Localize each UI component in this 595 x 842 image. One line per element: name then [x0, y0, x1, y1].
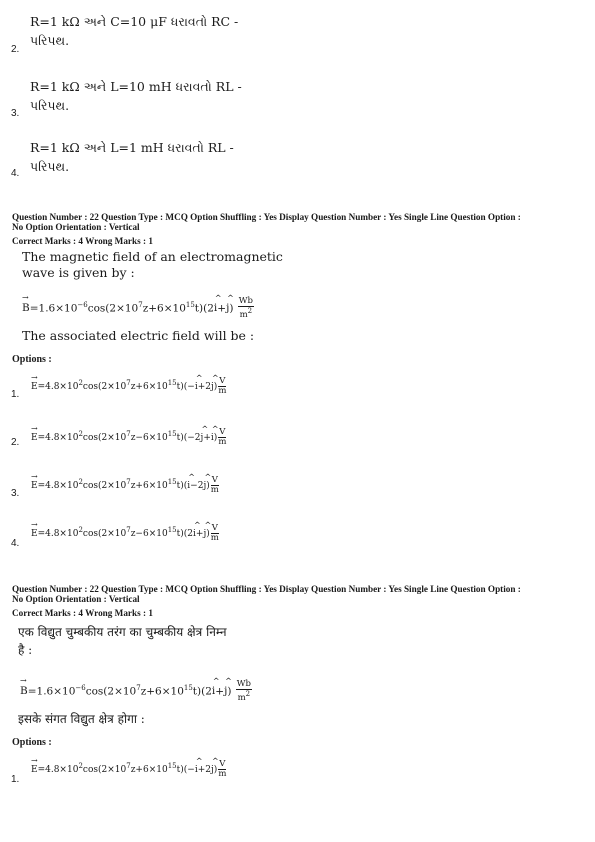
prev-option-3-line2: પરિપથ. [30, 98, 70, 113]
question-stem-line1: The magnetic field of an electromagnetic [22, 249, 283, 264]
unit-fraction: $\frac{Wb}{m^2}$ [238, 296, 253, 320]
question-header-cont: No Option Orientation : Vertical [12, 222, 140, 232]
question-stem-line2: है : [18, 643, 33, 657]
option-4-equation[interactable]: → $E=4.8\times 10^2\cos(2\times 10^7z-6\times 10^{15}t)(2\^{}$ i+^ j) $\frac{V}{m}$ [31, 524, 219, 543]
question-header: Question Number : 22 Question Type : MCQ Option Shuffling : Yes Display Question Number : Yes Single Line Question Option : [12, 212, 521, 222]
question-header: Question Number : 22 Question Type : MCQ Option Shuffling : Yes Display Question Number : Yes Single Line Question Option : [12, 584, 521, 594]
option-3-equation[interactable]: → $E=4.8\times 10^2\cos(2\times 10^7z+6\times 10^{15}t)(\^{}$ i−2^ j) $\frac{V}{m}$ [31, 476, 219, 495]
prev-option-4-number: 4. [11, 168, 20, 179]
option-2-number: 2. [11, 437, 20, 448]
prev-option-4-line2: પરિપથ. [30, 159, 70, 174]
option-4-number: 4. [11, 538, 20, 549]
question-stem-line2: wave is given by : [22, 265, 135, 280]
prev-option-3-number: 3. [11, 108, 20, 119]
magnetic-field-equation: → $B=1.6\times 10^{-6}\cos(2\times 10^7z+6\times 10^{15}t)(2\^{}$ i+^ j) $\frac{Wb}{m^2}$ [20, 680, 252, 703]
marks-line: Correct Marks : 4 Wrong Marks : 1 [12, 608, 153, 618]
question-after-text: The associated electric field will be : [22, 328, 255, 343]
option-1-number: 1. [11, 774, 20, 785]
prev-option-2-line1: R=1 kΩ અને C=10 μF ધરાવતો RC - [30, 14, 239, 29]
question-stem-line1: एक विद्युत चुम्बकीय तरंग का चुम्बकीय क्षेत्र निम्न [18, 625, 227, 639]
prev-option-2-number: 2. [11, 44, 20, 55]
option-2-equation[interactable]: → $E=4.8\times 10^2\cos(2\times 10^7z-6\times 10^{15}t)(-2\^{}$ j+^ i) $\frac{V}{m}$ [31, 428, 226, 447]
options-label: Options : [12, 354, 52, 365]
option-3-number: 3. [11, 488, 20, 499]
question-header-cont: No Option Orientation : Vertical [12, 594, 140, 604]
option-1-number: 1. [11, 389, 20, 400]
magnetic-field-equation: → $B=1.6\times 10^{-6}\cos(2\times 10^7z+6\times 10^{15}t)(2\^{}$ i+^ j) $\frac{Wb}{m^2}$ [22, 297, 254, 320]
question-after-text: इसके संगत विद्युत क्षेत्र होगा : [18, 712, 145, 726]
option-1-equation[interactable]: → $E=4.8\times 10^2\cos(2\times 10^7z+6\times 10^{15}t)(-\^{}$ i+2^ j) $\frac{V}{m}$ [31, 760, 226, 779]
marks-line: Correct Marks : 4 Wrong Marks : 1 [12, 236, 153, 246]
options-label: Options : [12, 737, 52, 748]
prev-option-2-line2: પરિપથ. [30, 33, 70, 48]
option-1-equation[interactable]: → $E=4.8\times 10^2\cos(2\times 10^7z+6\times 10^{15}t)(-\^{}$ i+2^ j) $\frac{V}{m}$ [31, 377, 226, 396]
prev-option-3-line1: R=1 kΩ અને L=10 mH ધરાવતો RL - [30, 79, 242, 94]
prev-option-4-line1: R=1 kΩ અને L=1 mH ધરાવતો RL - [30, 140, 234, 155]
